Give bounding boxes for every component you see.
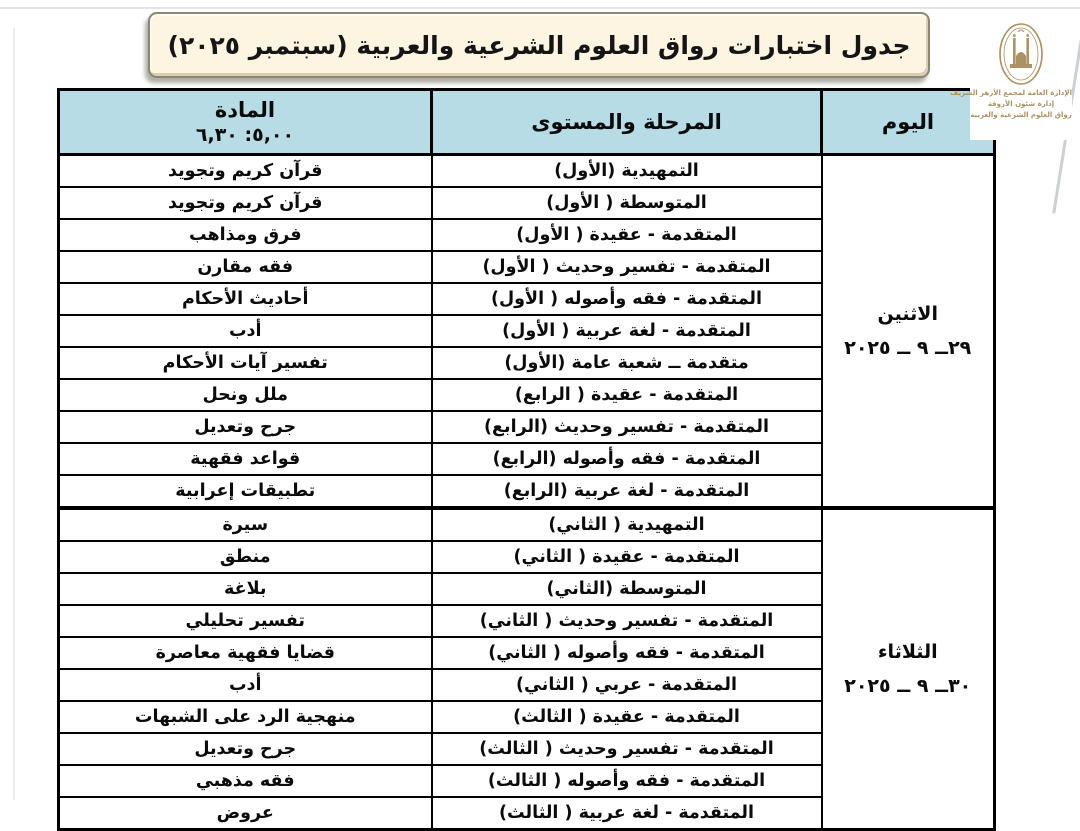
day-name: الاثنين	[877, 303, 938, 325]
col-header-subject	[59, 90, 432, 155]
azhar-logo	[950, 22, 1072, 140]
subject-cell: تفسير تحليلي	[59, 605, 432, 637]
title-box	[148, 12, 930, 78]
subject-cell: قضايا فقهية معاصرة	[59, 637, 432, 669]
stage-cell: المتقدمة - عقيدة ( الأول)	[432, 219, 822, 251]
subject-cell: أدب	[59, 315, 432, 347]
stage-cell: المتقدمة - فقه وأصوله (الرابع)	[432, 443, 822, 475]
header-row	[59, 90, 995, 155]
day-cell	[822, 155, 995, 509]
stage-cell: المتقدمة - عقيدة ( الرابع)	[432, 379, 822, 411]
subject-cell: قرآن كريم وتجويد	[59, 187, 432, 219]
table-row	[59, 508, 995, 541]
subject-cell: ملل ونحل	[59, 379, 432, 411]
stage-cell: المتقدمة - تفسير وحديث (الرابع)	[432, 411, 822, 443]
subject-cell: فرق ومذاهب	[59, 219, 432, 251]
exam-schedule-table	[57, 88, 996, 831]
subject-cell: تطبيقات إعرابية	[59, 475, 432, 508]
stage-cell: المتقدمة - لغة عربية (الرابع)	[432, 475, 822, 508]
table-row	[59, 155, 995, 188]
subject-cell: منهجية الرد على الشبهات	[59, 701, 432, 733]
stage-cell: المتوسطة ( الأول)	[432, 187, 822, 219]
stage-cell: المتقدمة - لغة عربية ( الأول)	[432, 315, 822, 347]
subject-cell: قرآن كريم وتجويد	[59, 155, 432, 188]
stage-cell: المتوسطة (الثاني)	[432, 573, 822, 605]
stage-cell: المتقدمة - تفسير وحديث ( الأول)	[432, 251, 822, 283]
page-edge-top	[0, 7, 1080, 9]
schedule-body	[59, 155, 995, 830]
stage-cell: التمهيدية ( الثاني)	[432, 508, 822, 541]
page-edge-left	[13, 28, 15, 800]
stage-cell: متقدمة ــ شعبة عامة (الأول)	[432, 347, 822, 379]
stage-cell: المتقدمة - لغة عربية ( الثالث)	[432, 797, 822, 830]
stage-cell: المتقدمة - فقه وأصوله ( الثالث)	[432, 765, 822, 797]
subject-cell: فقه مذهبي	[59, 765, 432, 797]
stage-cell: المتقدمة - تفسير وحديث ( الثالث)	[432, 733, 822, 765]
subject-cell: جرح وتعديل	[59, 733, 432, 765]
subject-cell: جرح وتعديل	[59, 411, 432, 443]
subject-cell: أدب	[59, 669, 432, 701]
stage-cell: المتقدمة - فقه وأصوله ( الأول)	[432, 283, 822, 315]
subject-header-label: المادة	[214, 98, 276, 123]
stage-cell: المتقدمة - فقه وأصوله ( الثاني)	[432, 637, 822, 669]
logo-text-line: رواق العلوم الشرعية والعربية	[970, 110, 1072, 119]
subject-cell: فقه مقارن	[59, 251, 432, 283]
stage-cell: المتقدمة - عقيدة ( الثاني)	[432, 541, 822, 573]
subject-cell: منطق	[59, 541, 432, 573]
day-date: ٣٠ــ ٩ ــ ٢٠٢٥	[844, 675, 972, 697]
day-name: الثلاثاء	[877, 641, 938, 663]
logo-text-line: إدارة شئون الأروقة	[987, 99, 1055, 108]
subject-cell: تفسير آيات الأحكام	[59, 347, 432, 379]
subject-cell: عروض	[59, 797, 432, 830]
subject-cell: بلاغة	[59, 573, 432, 605]
subject-cell: أحاديث الأحكام	[59, 283, 432, 315]
col-header-stage: المرحلة والمستوى	[432, 90, 822, 155]
stage-cell: المتقدمة - تفسير وحديث ( الثاني)	[432, 605, 822, 637]
stage-cell: المتقدمة - عربي ( الثاني)	[432, 669, 822, 701]
day-date: ٢٩ــ ٩ ــ ٢٠٢٥	[844, 337, 972, 359]
col-header-day: اليوم	[822, 90, 995, 155]
subject-cell: سيرة	[59, 508, 432, 541]
logo-text-line: الإدارة العامة لمجمع الأزهر الشريف	[950, 89, 1072, 97]
azhar-emblem-icon	[998, 22, 1044, 86]
day-cell	[822, 508, 995, 830]
stage-cell: التمهيدية (الأول)	[432, 155, 822, 188]
subject-header-time: ٥,٠٠: ٦,٣٠	[195, 123, 295, 146]
stage-cell: المتقدمة - عقيدة ( الثالث)	[432, 701, 822, 733]
page-title: جدول اختبارات رواق العلوم الشرعية والعربية (سبتمبر ٢٠٢٥)	[167, 30, 911, 60]
subject-cell: قواعد فقهية	[59, 443, 432, 475]
